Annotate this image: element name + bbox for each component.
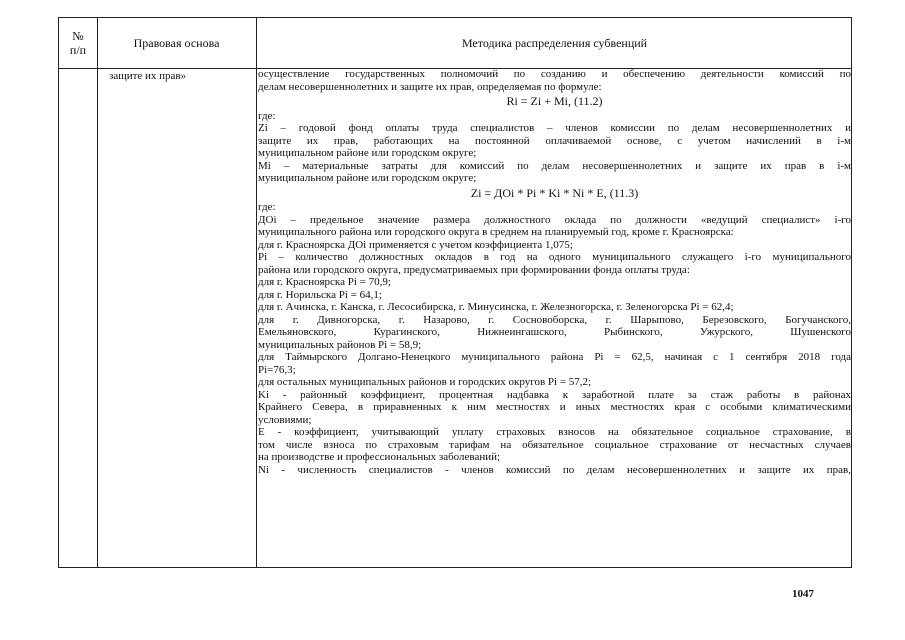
header-legal-basis: Правовая основа (133, 36, 220, 50)
methodology-line: муниципальных районов Pi = 58,9; (258, 338, 422, 351)
methodology-line: для г. Дивногорска, г. Назарово, г. Сосновоборска, г. Шарыпово, Березовского, Богучанского, (258, 313, 851, 326)
methodology-line: Pi – количество должностных окладов в год на одного муниципального служащего i-го муниципального (258, 251, 851, 263)
methodology-line: для г. Красноярска ДОi применяется с учетом коэффициента 1,075; (258, 238, 573, 251)
page-number: 1047 (792, 588, 814, 600)
methodology-line: где: (258, 201, 276, 213)
methodology-line: для г. Ачинска, г. Канска, г. Лесосибирска, г. Минусинска, г. Железногорска, г. Зеленогорска Pi = 62,4; (258, 301, 734, 313)
methodology-line: для г. Норильска Pi = 64,1; (258, 288, 382, 301)
methodology-line: муниципальном районе или городском округе; (258, 147, 477, 159)
methodology-line: на производстве и профессиональных заболеваний; (258, 451, 501, 463)
methodology-line: ДОi – предельное значение размера должностного оклада по должности «ведущий специалист» i-го (258, 213, 851, 226)
methodology-line: для остальных муниципальных районов и городских округов Pi = 57,2; (258, 376, 592, 388)
legal-basis-text: защите их прав» (109, 70, 187, 82)
methodology-line: том числе взноса по страховым тарифам на обязательное социальное страхование от несчастных случаев (258, 438, 851, 451)
methodology-line: где: (258, 109, 276, 122)
methodology-line: Ki - районный коэффициент, процентная надбавка к заработной плате за стаж работы в районах (258, 388, 851, 401)
column-divider (256, 18, 257, 567)
methodology-text (258, 68, 851, 476)
methodology-line: Ni - численность специалистов - членов комиссий по делам несовершеннолетних и защите их прав, (258, 463, 851, 476)
document-table (58, 17, 852, 568)
methodology-line: района или городского округа, предусматриваемых при формировании фонда оплаты труда: (258, 263, 690, 276)
methodology-line: для Таймырского Долгано-Ненецкого муниципального района Pi = 62,5, начиная с 1 сентября 2018 года (258, 351, 851, 363)
methodology-line: условиями; (258, 413, 312, 426)
methodology-line: для г. Красноярска Pi = 70,9; (258, 276, 391, 288)
formula-11-2: Ri = Zi + Mi, (11.2) (506, 94, 603, 108)
methodology-line: Mi – материальные затраты для комиссий по делам несовершеннолетних и защите их прав в i-м (258, 159, 851, 172)
column-divider (97, 18, 98, 567)
methodology-line: осуществление государственных полномочий по созданию и обеспечению деятельности комиссий по (258, 68, 851, 80)
methodology-line: защите их прав, работающих на постоянной оплачиваемой основе, с учетом начислений в i-м (258, 134, 851, 147)
methodology-line: делам несовершеннолетних и защите их прав, определяемая по формуле: (258, 80, 602, 93)
methodology-line: Крайнего Севера, в приравненных к ним местностях и иных местностях края с особыми климатическими (258, 401, 851, 413)
methodology-line: Емельяновского, Курагинского, Нижнеингашского, Рыбинского, Ужурского, Шушенского (258, 326, 851, 338)
methodology-line: Zi – годовой фонд оплаты труда специалистов – членов комиссии по делам несовершеннолетних и (258, 122, 851, 134)
header-methodology: Методика распределения субвенций (461, 36, 648, 50)
methodology-line: муниципального района или городского округа в среднем на планируемый год, кроме г. Красноярска: (258, 226, 734, 238)
methodology-line: муниципальном районе или городском округе; (258, 172, 477, 184)
header-number: № п/п (69, 29, 87, 57)
methodology-line: Pi=76,3; (258, 363, 296, 376)
formula-11-3: Zi = ДОi * Pi * Ki * Ni * E, (11.3) (470, 185, 639, 200)
methodology-line: E - коэффициент, учитывающий уплату страховых взносов на обязательное социальное страхование, в (258, 426, 851, 438)
